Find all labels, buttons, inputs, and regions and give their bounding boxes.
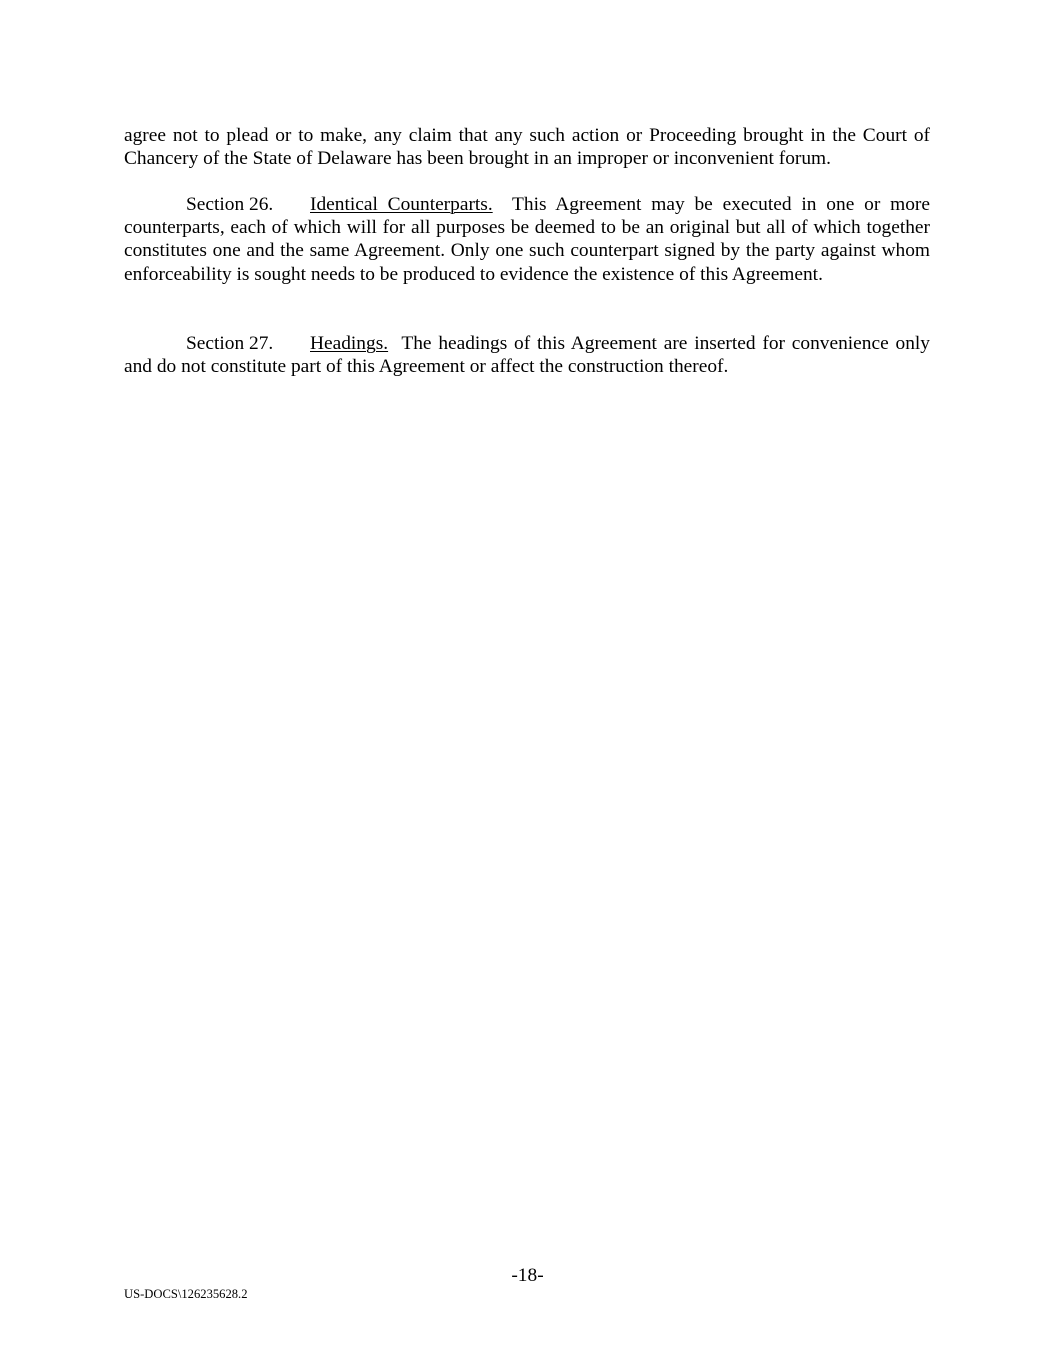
section-26-paragraph	[124, 193, 930, 286]
section-27-title: Headings.	[310, 333, 389, 354]
paragraph-continuation: agree not to plead or to make, any claim that any such action or Proceeding brought in the Court of Chancery of the State of Delaware has been brought in an improper or inconvenient forum.	[124, 125, 930, 170]
document-id: US-DOCS\126235628.2	[124, 1287, 248, 1301]
section-27-paragraph	[124, 332, 930, 378]
section-26-number: Section 26.	[186, 194, 274, 215]
section-27-number: Section 27.	[186, 333, 274, 354]
page-number: -18-	[511, 1265, 544, 1286]
section-26-title: Identical Counterparts.	[310, 194, 493, 215]
section-27-text: The headings of this Agreement are inserted for convenience only and do not constitute part of this Agreement or affect the construction thereof.	[124, 333, 930, 378]
section-26-text: This Agreement may be executed in one or more counterparts, each of which will for all purposes be deemed to be an original but all of which together constitutes one and the same Agreement. Only one such counterpart signed by the party against whom enforceability is sought needs to be produced to evidence the existence of this Agreement.	[124, 194, 930, 285]
